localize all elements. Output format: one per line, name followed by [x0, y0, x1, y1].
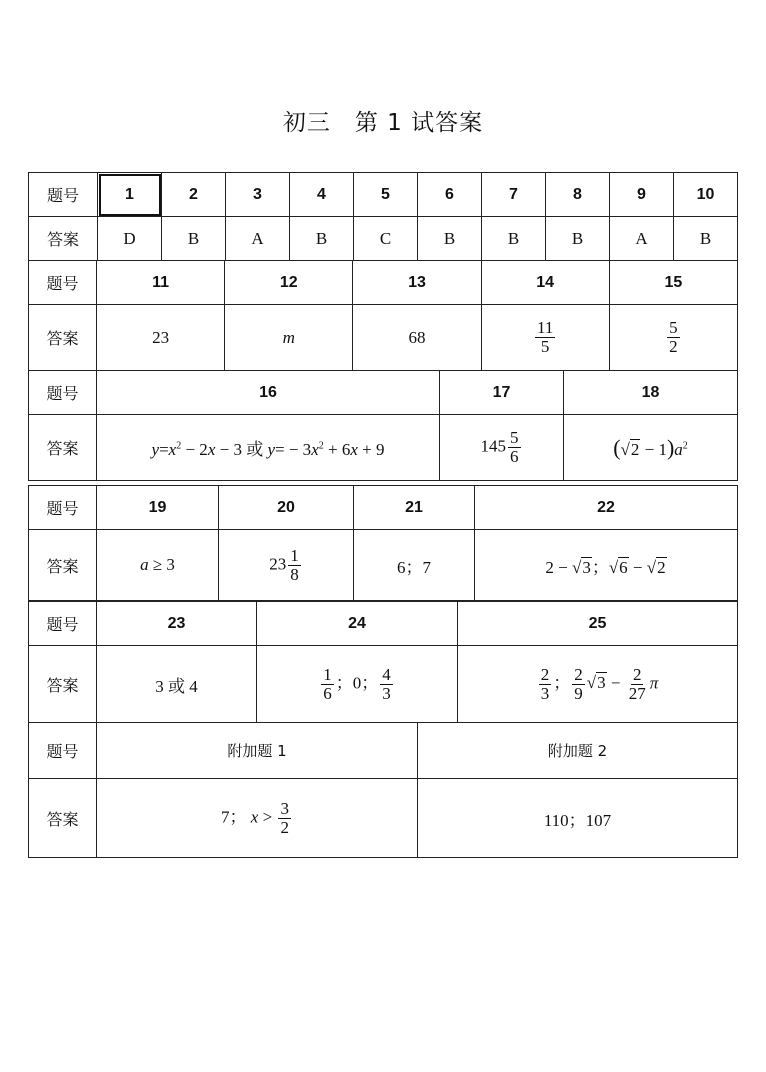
- square-root: √3: [586, 672, 606, 692]
- math-variable: a: [140, 555, 149, 574]
- question-number: 15: [609, 261, 737, 305]
- answer-cell: [564, 415, 738, 481]
- answer-cell: B: [418, 217, 482, 261]
- question-number: 附加题 1: [97, 723, 418, 779]
- math-variable: x: [207, 440, 216, 459]
- radicand: 6: [619, 557, 628, 577]
- fraction: [508, 429, 521, 466]
- fraction-denominator: 9: [574, 683, 583, 703]
- question-number: 7: [482, 173, 546, 217]
- math-text: −: [606, 672, 625, 692]
- math-paren: (: [613, 434, 621, 460]
- question-number: 附加题 2: [418, 723, 738, 779]
- fraction: [539, 666, 552, 703]
- square-root: √2: [620, 439, 640, 459]
- answer-table-extra: [28, 722, 738, 858]
- answer-cell: [97, 779, 418, 858]
- row-label-answer: 答案: [29, 217, 98, 261]
- question-number: 8: [546, 173, 610, 217]
- math-exponent: 2: [318, 440, 324, 452]
- answer-table-11-15: [28, 260, 738, 371]
- question-number: 25: [458, 602, 738, 646]
- answer-cell: [97, 415, 440, 481]
- page-title: 初三 第 1 试答案: [282, 110, 484, 136]
- question-number: 1: [98, 173, 162, 217]
- math-text: 2 −: [545, 557, 572, 577]
- answer-cell: B: [290, 217, 354, 261]
- math-text: 0: [352, 672, 362, 692]
- fraction-numerator: 1: [290, 545, 299, 565]
- math-text: =: [159, 440, 169, 459]
- row-label-question: 题号: [29, 371, 97, 415]
- question-number: 13: [353, 261, 481, 305]
- radicand: 2: [657, 557, 666, 577]
- math-text: ；: [335, 672, 353, 692]
- answer-cell: B: [482, 217, 546, 261]
- math-variable: a: [674, 439, 683, 459]
- fraction-denominator: 6: [323, 683, 332, 703]
- answer-cell: [257, 646, 458, 723]
- answer-cell: [475, 530, 738, 601]
- math-variable: x: [311, 440, 319, 459]
- fraction-numerator: 3: [280, 798, 289, 818]
- math-variable: y: [151, 440, 160, 459]
- fraction-denominator: 5: [540, 337, 550, 356]
- radicand: 3: [582, 557, 591, 577]
- fraction-denominator: 27: [628, 683, 646, 703]
- answer-table-16-18: [28, 370, 738, 481]
- math-text: + 9: [357, 440, 385, 459]
- question-number: 24: [257, 602, 458, 646]
- answer-cell: 110；107: [418, 779, 738, 858]
- math-text: 7；: [221, 806, 247, 826]
- row-label-question: 题号: [29, 723, 97, 779]
- answer-cell: B: [162, 217, 226, 261]
- answer-table-19-22: [28, 485, 738, 601]
- mixed-number-whole: 145: [480, 436, 506, 456]
- math-variable: m: [282, 327, 295, 347]
- math-variable: y: [263, 440, 275, 459]
- question-number: 20: [219, 486, 354, 530]
- answer-cell: A: [610, 217, 674, 261]
- math-text: ；: [553, 672, 571, 692]
- math-text: − 3: [215, 440, 247, 459]
- fraction: [627, 666, 648, 703]
- radicand: 2: [630, 439, 640, 459]
- fraction-numerator: 2: [540, 664, 550, 684]
- math-text: = − 3: [275, 440, 312, 459]
- fraction: [667, 319, 680, 356]
- question-number: 14: [481, 261, 609, 305]
- math-text: ；: [591, 557, 609, 577]
- question-number: 17: [440, 371, 564, 415]
- answer-cell: D: [98, 217, 162, 261]
- math-exponent: 2: [176, 440, 182, 452]
- row-label-answer: 答案: [29, 646, 97, 723]
- fraction-denominator: 8: [290, 564, 299, 584]
- row-label-answer: 答案: [29, 305, 97, 371]
- math-text: >: [258, 806, 277, 826]
- fraction: [321, 666, 334, 703]
- math-exponent: 2: [682, 439, 688, 451]
- fraction-numerator: 5: [510, 428, 519, 447]
- question-number: 18: [564, 371, 738, 415]
- square-root: √2: [646, 557, 666, 577]
- fraction-denominator: 2: [280, 817, 289, 837]
- square-root: √6: [608, 557, 628, 577]
- answer-cell: [609, 305, 737, 371]
- math-text: − 1: [640, 439, 667, 459]
- answer-cell: [219, 530, 354, 601]
- row-label-question: 题号: [29, 486, 97, 530]
- answer-cell: B: [674, 217, 738, 261]
- fraction-numerator: 11: [536, 318, 554, 337]
- math-text: ；: [361, 672, 379, 692]
- fraction: [535, 319, 555, 356]
- row-label-answer: 答案: [29, 779, 97, 858]
- row-label-question: 题号: [29, 173, 98, 217]
- answer-cell: [481, 305, 609, 371]
- math-text: ≥ 3: [148, 555, 175, 574]
- math-text: + 6: [323, 440, 351, 459]
- answer-cell: A: [226, 217, 290, 261]
- mixed-number-whole: 23: [269, 553, 287, 573]
- row-label-answer: 答案: [29, 415, 97, 481]
- math-text: 或: [246, 440, 264, 459]
- math-paren: ): [666, 434, 675, 460]
- fraction-denominator: 3: [540, 683, 550, 703]
- answer-cell: [97, 530, 219, 601]
- question-number: 9: [610, 173, 674, 217]
- fraction-denominator: 2: [669, 337, 678, 356]
- fraction: [572, 666, 585, 703]
- answer-cell: [458, 646, 738, 723]
- math-text: − 2: [181, 440, 208, 459]
- row-label-answer: 答案: [29, 530, 97, 601]
- question-number: 3: [226, 173, 290, 217]
- math-variable: x: [250, 806, 259, 826]
- question-number: 22: [475, 486, 738, 530]
- answer-cell: [225, 305, 353, 371]
- fraction-numerator: 2: [632, 664, 642, 684]
- question-number: 21: [354, 486, 475, 530]
- answer-cell: C: [354, 217, 418, 261]
- question-number: 2: [162, 173, 226, 217]
- question-number: 16: [97, 371, 440, 415]
- square-root: √3: [571, 557, 591, 577]
- answer-cell: B: [546, 217, 610, 261]
- question-number: 23: [97, 602, 257, 646]
- fraction-numerator: 1: [323, 664, 332, 684]
- math-variable: x: [350, 440, 358, 459]
- question-number: 5: [354, 173, 418, 217]
- math-text: −: [628, 557, 647, 577]
- fraction-numerator: 2: [574, 664, 583, 684]
- fraction-denominator: 3: [382, 683, 391, 703]
- question-number: 10: [674, 173, 738, 217]
- fraction: [380, 666, 393, 703]
- radicand: 3: [597, 672, 606, 692]
- question-number: 19: [97, 486, 219, 530]
- row-label-question: 题号: [29, 602, 97, 646]
- answer-table-23-25: [28, 601, 738, 723]
- answer-table-1-10: [28, 172, 738, 261]
- answer-cell: 3 或 4: [97, 646, 257, 723]
- question-number: 6: [418, 173, 482, 217]
- fraction: [288, 547, 301, 584]
- fraction-numerator: 5: [669, 318, 678, 337]
- question-number: 11: [97, 261, 225, 305]
- question-number: 12: [225, 261, 353, 305]
- answer-cell: 23: [97, 305, 225, 371]
- answer-cell: 6；7: [354, 530, 475, 601]
- fraction-numerator: 4: [382, 664, 391, 684]
- fraction-denominator: 6: [510, 447, 519, 466]
- math-variable: x: [168, 440, 177, 459]
- answer-cell: 68: [353, 305, 481, 371]
- row-label-question: 题号: [29, 261, 97, 305]
- answer-cell: [440, 415, 564, 481]
- question-number: 4: [290, 173, 354, 217]
- fraction: [278, 800, 291, 837]
- math-variable: π: [649, 672, 659, 692]
